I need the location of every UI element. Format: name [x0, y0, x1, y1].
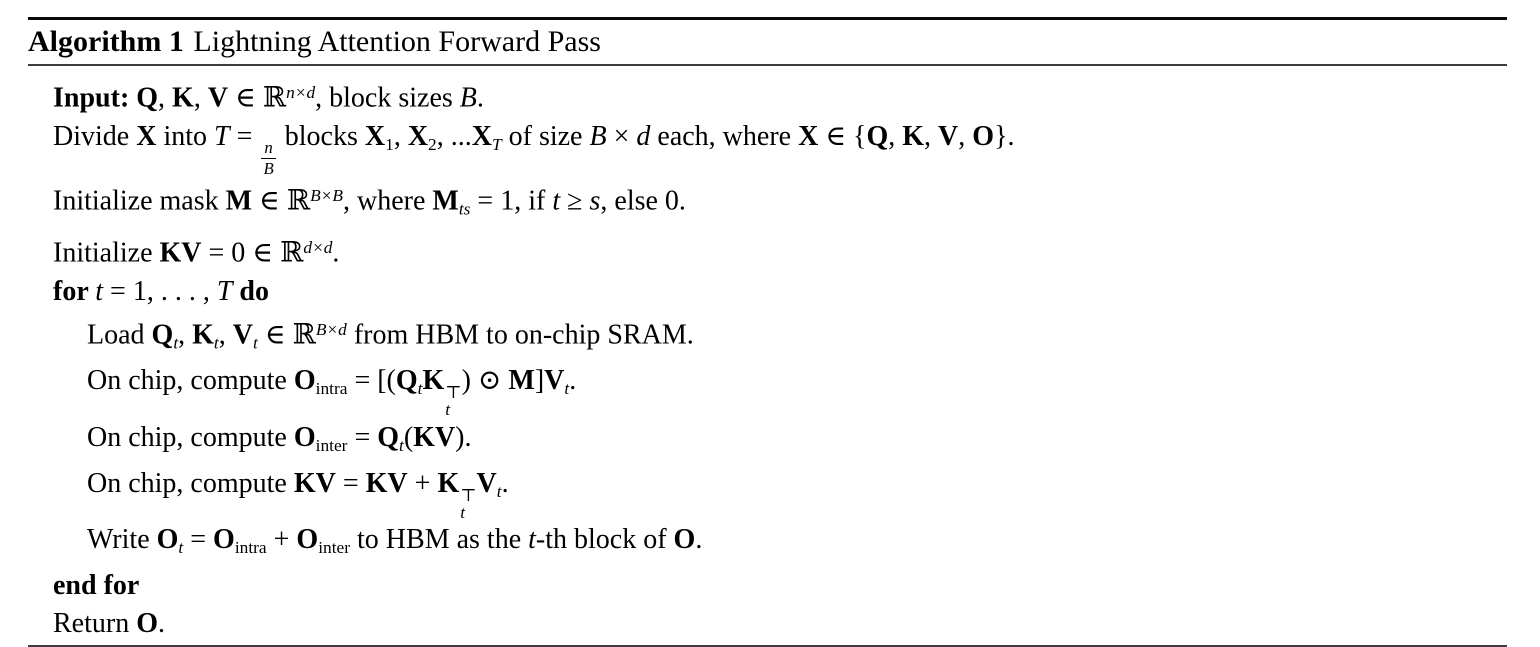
text-segment: KV: [365, 467, 408, 499]
text-segment: ,: [178, 319, 193, 351]
superscript: B×d: [315, 319, 347, 339]
text-segment: ,: [158, 82, 173, 114]
text-segment: ) ⊙: [461, 365, 509, 397]
sub-sup-stack: [445, 384, 461, 419]
algorithm-header: [28, 20, 1507, 64]
text-segment: T: [216, 275, 233, 307]
text-segment: Q: [151, 319, 174, 351]
subscript: 2: [428, 134, 437, 154]
text-segment: V: [207, 82, 229, 114]
text-segment: K: [192, 319, 214, 351]
text-segment: (: [403, 421, 414, 453]
subscript: intra: [234, 538, 267, 558]
algorithm-title: Lightning Attention Forward Pass: [193, 25, 601, 58]
algorithm-box: [28, 0, 1507, 647]
text-segment: K: [172, 82, 194, 114]
text-segment: KV: [293, 467, 336, 499]
subscript: t: [252, 333, 258, 353]
text-segment: ,: [888, 120, 903, 152]
text-segment: Q: [395, 365, 418, 397]
algorithm-body: [28, 66, 1507, 643]
subscript: T: [491, 134, 502, 154]
text-segment: V: [544, 365, 565, 397]
fraction-denominator: B: [263, 158, 274, 178]
text-segment: O: [296, 524, 319, 556]
text-segment: On chip, compute: [87, 365, 294, 397]
text-segment: d: [636, 120, 651, 152]
algorithm-line: [53, 362, 1507, 419]
text-segment: ∈: [228, 82, 263, 114]
text-segment: }.: [994, 120, 1015, 152]
text-segment: .: [695, 524, 703, 556]
subscript: t: [496, 481, 502, 501]
subscript: 1: [385, 134, 394, 154]
text-segment: s: [589, 185, 601, 217]
superscript: ⊤: [445, 383, 462, 403]
text-segment: , block sizes: [315, 82, 460, 114]
text-segment: into: [156, 120, 215, 152]
text-segment: On chip, compute: [87, 421, 294, 453]
text-segment: = 1, . . . ,: [103, 275, 217, 307]
subscript: t: [173, 333, 179, 353]
text-segment: ,: [218, 319, 233, 351]
text-segment: K: [437, 467, 460, 499]
superscript: ⊤: [460, 485, 477, 505]
text-segment: X: [364, 120, 386, 152]
text-segment: Write: [87, 524, 157, 556]
algorithm-line: [53, 419, 1507, 465]
text-segment: O: [156, 524, 179, 556]
fraction: [261, 139, 275, 177]
text-segment: Initialize: [53, 237, 160, 269]
text-segment: t: [552, 185, 561, 217]
text-segment: t: [528, 524, 536, 556]
text-segment: B: [459, 82, 477, 114]
text-segment: t: [95, 275, 104, 307]
text-segment: to HBM as the: [350, 524, 529, 556]
text-segment: O: [293, 365, 316, 397]
text-segment: +: [407, 467, 438, 499]
text-segment: K: [902, 120, 925, 152]
subscript: intra: [315, 378, 348, 398]
algorithm-line: [53, 567, 1507, 605]
algorithm-line: [53, 465, 1507, 522]
text-segment: each, where: [650, 120, 799, 152]
text-segment: .: [569, 365, 577, 397]
text-segment: from HBM to on-chip SRAM.: [346, 319, 694, 351]
fraction-numerator: n: [261, 139, 275, 159]
text-segment: O: [293, 421, 316, 453]
text-segment: =: [183, 524, 214, 556]
text-segment: ℝ: [262, 82, 287, 114]
superscript: d×d: [303, 237, 333, 257]
text-segment: O: [673, 524, 696, 556]
text-segment: ℝ: [286, 185, 311, 217]
text-segment: ∈ {: [818, 120, 867, 152]
subscript: t: [445, 400, 451, 420]
text-segment: ℝ: [280, 237, 304, 269]
text-segment: .: [158, 608, 165, 640]
text-segment: Q: [866, 120, 889, 152]
text-segment: T: [214, 120, 230, 152]
text-segment: O: [213, 524, 235, 556]
sub-sup-stack: [460, 487, 476, 522]
text-segment: O: [136, 608, 158, 640]
text-segment: ∈: [257, 319, 293, 351]
text-segment: ,: [958, 120, 973, 152]
text-segment: =: [229, 120, 260, 152]
text-segment: ∈: [252, 185, 287, 217]
text-segment: = [(: [347, 365, 396, 397]
text-segment: O: [972, 120, 995, 152]
text-segment: ).: [455, 421, 472, 453]
text-segment: Divide: [53, 120, 137, 152]
text-segment: , where: [342, 185, 433, 217]
text-segment: X: [798, 120, 819, 152]
text-segment: KV: [159, 237, 202, 269]
text-segment: , ...: [436, 120, 472, 152]
subscript: t: [178, 538, 184, 558]
text-segment: On chip, compute: [87, 467, 294, 499]
text-segment: X: [136, 120, 157, 152]
text-segment: .: [501, 467, 509, 499]
text-segment: M: [508, 365, 535, 397]
text-segment: +: [266, 524, 297, 556]
text-segment: B: [589, 120, 607, 152]
algorithm-line: [53, 311, 1507, 363]
text-segment: X: [407, 120, 429, 152]
subscript: t: [399, 435, 404, 455]
superscript: n×d: [286, 83, 316, 102]
subscript: t: [213, 333, 219, 353]
text-segment: = 1, if: [470, 185, 553, 217]
text-segment: end for: [53, 570, 140, 602]
text-segment: Initialize mask: [53, 185, 226, 217]
text-segment: , else 0.: [600, 185, 686, 217]
text-segment: .: [332, 237, 340, 269]
algorithm-line: [53, 273, 1507, 311]
text-segment: ,: [393, 120, 408, 152]
algorithm-line: [53, 605, 1507, 643]
text-segment: ]: [534, 365, 545, 397]
text-segment: ℝ: [292, 319, 316, 351]
text-segment: for: [53, 275, 96, 307]
text-segment: ,: [193, 82, 208, 114]
text-segment: V: [232, 319, 253, 351]
text-segment: = 0 ∈: [201, 237, 281, 269]
subscript: inter: [318, 538, 351, 558]
text-segment: -th block of: [535, 524, 674, 556]
algorithm-line: [53, 118, 1507, 178]
text-segment: blocks: [277, 120, 365, 152]
algorithm-line: [53, 229, 1507, 273]
text-segment: Return: [53, 608, 137, 640]
subscript: t: [460, 503, 466, 523]
text-segment: X: [471, 120, 492, 152]
text-segment: ≥: [560, 185, 590, 217]
algorithm-line: [53, 74, 1507, 118]
text-segment: of size: [501, 120, 590, 152]
text-segment: M: [432, 185, 459, 217]
text-segment: do: [232, 275, 269, 307]
text-segment: =: [335, 467, 366, 499]
algorithm-number: Algorithm 1: [28, 25, 184, 58]
subscript: t: [417, 378, 423, 398]
text-segment: Q: [136, 82, 159, 114]
text-segment: V: [476, 467, 497, 499]
text-segment: ,: [924, 120, 939, 152]
text-segment: ×: [606, 120, 637, 152]
text-segment: K: [422, 365, 445, 397]
text-segment: Input:: [53, 82, 137, 114]
text-segment: KV: [413, 421, 456, 453]
subscript: ts: [458, 199, 471, 219]
text-segment: .: [476, 82, 484, 114]
algorithm-line: [53, 521, 1507, 567]
algorithm-line: [53, 177, 1507, 229]
subscript: inter: [315, 435, 348, 455]
text-segment: Load: [87, 319, 152, 351]
superscript: B×B: [310, 186, 343, 206]
text-segment: M: [225, 185, 253, 217]
text-segment: V: [938, 120, 959, 152]
subscript: t: [564, 378, 570, 398]
text-segment: Q: [377, 421, 400, 453]
text-segment: =: [347, 421, 378, 453]
